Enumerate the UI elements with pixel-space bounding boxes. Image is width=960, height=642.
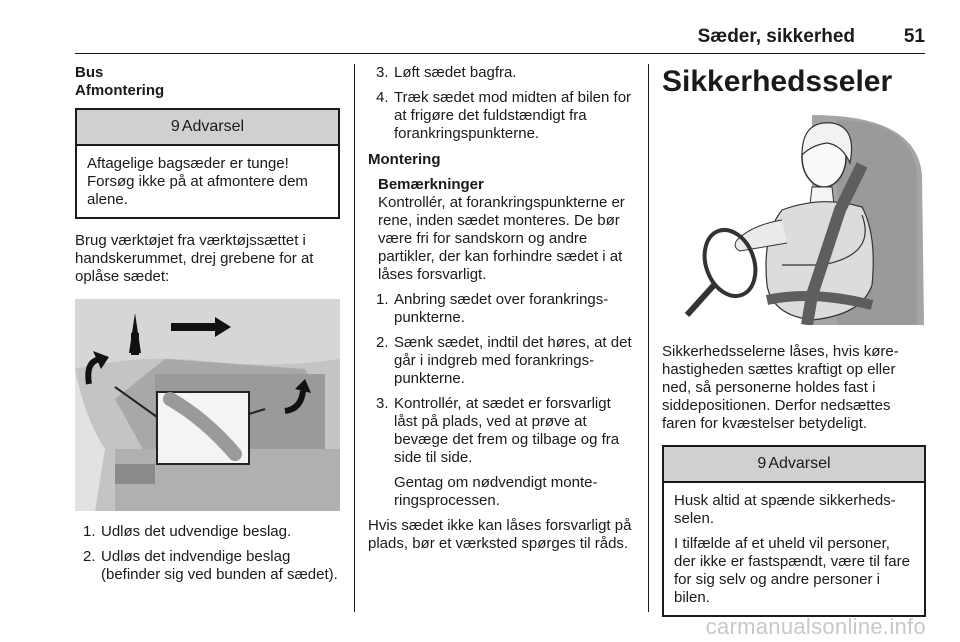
seatbelt-text: Sikkerhedsselerne låses, hvis kørehastigheden sættes kraftigt op eller ned, så personerne holdes fast i siddepositionen. Derfor nedsættes faren for kvæstelser betydeligt. <box>662 343 899 432</box>
warning-text: Husk altid at spænde sikkerhedsselen. <box>674 492 896 527</box>
column-divider <box>354 64 355 612</box>
warning-title: Advarsel <box>768 455 831 472</box>
step-sub-text: Gentag om nødvendigt monteringsprocessen. <box>394 474 598 509</box>
watermark: carmanualsonline.info <box>705 614 926 639</box>
note-block <box>368 176 634 284</box>
warning-text: Aftagelige bagsæder er tunge! Forsøg ikke på at afmontere dem alene. <box>87 155 308 208</box>
warning-title: Advarsel <box>181 118 245 135</box>
removal-steps <box>75 523 340 584</box>
column-3 <box>662 64 926 617</box>
column-2 <box>368 64 634 553</box>
section-title: Sikkerhedsseler <box>662 65 893 98</box>
closing-text: Hvis sædet ikke kan låses forsvarligt på plads, bør et værksted spørges til råds. <box>368 517 632 552</box>
seatbelt-illustration <box>662 115 926 325</box>
list-item: 1. Anbring sædet over forankringspunkterne. <box>376 291 609 326</box>
warning-header <box>77 110 338 146</box>
intro-text: Brug værktøjet fra værktøjssættet i handskerummet, drej grebene for at oplåse sædet: <box>75 232 314 285</box>
header-title: Sæder, sikkerhed <box>697 26 855 47</box>
header-rule <box>75 53 925 54</box>
column-1 <box>75 64 340 584</box>
warning-box <box>75 108 340 219</box>
note-text: Kontrollér, at forankringspunkterne er rene, inden sædet monteres. De bør være fri for sandskorn og andre partikler, der kan forhindre sædet i at låses forsvarligt. <box>378 194 625 283</box>
warning-icon: 9 <box>170 118 180 135</box>
list-item: 3. Kontrollér, at sædet er forsvarligt låst på plads, ved at prøve at bevæge det frem og tilbage og fra side til side. Gentag om nødvendigt monteringsprocessen. <box>368 395 634 510</box>
column-divider <box>648 64 649 612</box>
list-item: 2. Udløs det indvendige beslag (befinder sig ved bunden af sædet). <box>83 548 338 583</box>
seat-release-illustration <box>75 299 340 511</box>
seatbelt-illustration-svg <box>662 115 926 325</box>
warning-box <box>662 445 926 617</box>
page-header <box>75 28 925 52</box>
warning-body <box>77 146 338 217</box>
removal-steps-continued <box>368 64 634 143</box>
section-heading-bus: Bus <box>75 64 104 81</box>
installation-steps <box>368 291 634 510</box>
list-item: 4. Træk sædet mod midten af bilen for at frigøre det fuldstændigt fra forankringspunkterne. <box>376 89 632 142</box>
section-heading-montering: Montering <box>368 151 441 168</box>
section-heading-afmontering: Afmontering <box>75 82 165 99</box>
note-heading: Bemærkninger <box>378 176 484 193</box>
list-item: 1. Udløs det udvendige beslag. <box>83 523 292 540</box>
page-number: 51 <box>903 26 925 47</box>
warning-body <box>664 483 924 615</box>
warning-icon: 9 <box>757 455 767 472</box>
warning-header <box>664 447 924 483</box>
seat-illustration-svg <box>75 299 340 511</box>
list-item: 3. Løft sædet bagfra. <box>376 64 517 81</box>
warning-text: I tilfælde af et uheld vil personer, der ikke er fastspændt, være til fare for sig selv og andre personer i bilen. <box>674 535 910 606</box>
list-item: 2. Sænk sædet, indtil det høres, at det går i indgreb med forankringspunkterne. <box>376 334 632 387</box>
